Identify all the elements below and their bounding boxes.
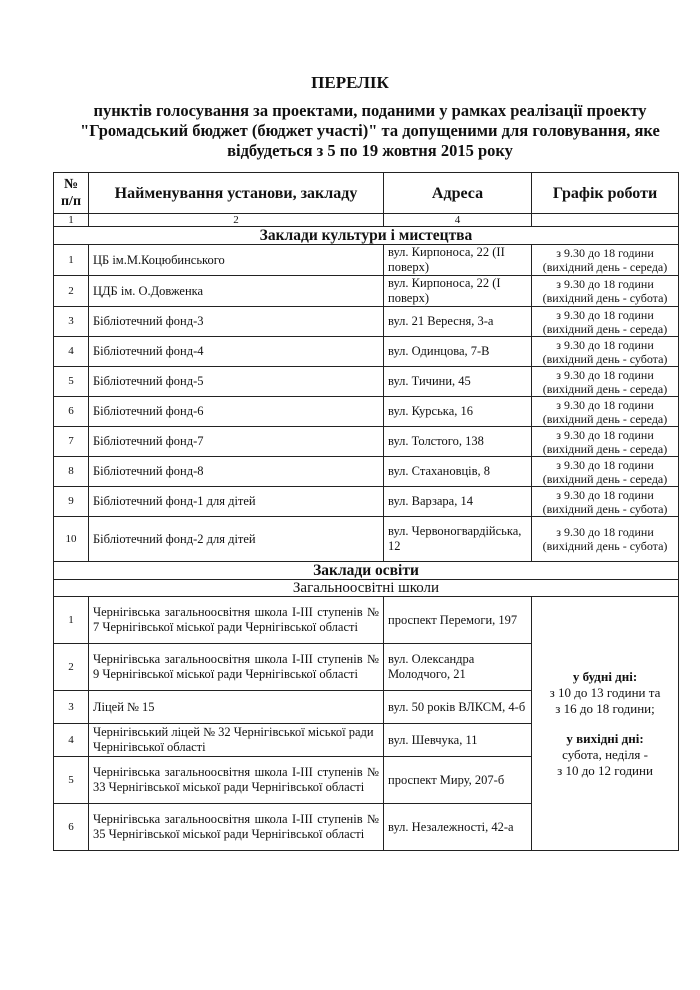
table-row: [54, 427, 679, 457]
table-row: [54, 307, 679, 337]
voting-points-table: [53, 172, 679, 851]
row-num: 6: [54, 804, 89, 851]
row-address: вул. Варзара, 14: [384, 487, 532, 517]
row-name: ЦБ ім.М.Коцюбинського: [89, 245, 384, 276]
row-address: вул. Шевчука, 11: [384, 724, 532, 757]
row-name: Ліцей № 15: [89, 691, 384, 724]
schedule-day-off: (вихідний день - субота): [542, 539, 668, 553]
table-row: [54, 245, 679, 276]
row-address: вул. Незалежності, 42-а: [384, 804, 532, 851]
table-header-row: [54, 173, 679, 214]
weekdays-hours: з 16 до 18 години;: [555, 700, 655, 716]
column-index: 2: [89, 214, 384, 227]
subsection-header-row: [54, 580, 679, 597]
section-title-culture: Заклади культури і мистецтва: [54, 227, 679, 245]
table-row: [54, 276, 679, 307]
subtitle-line: "Громадський бюджет (бюджет участі)" та допущеними для головування, яке: [80, 121, 660, 140]
document-subtitle: [60, 101, 680, 161]
row-num: 6: [54, 397, 89, 427]
table-row: [54, 487, 679, 517]
weekend-hours: з 10 до 12 години: [557, 762, 653, 778]
schedule-hours: з 9.30 до 18 години: [556, 525, 654, 539]
row-address: вул. Олександра Молодчого, 21: [384, 644, 532, 691]
row-name: Чернігівська загальноосвітня школа І-ІІІ ступенів № 7 Чернігівської міської ради Чернігівської області: [89, 597, 384, 644]
row-num: 8: [54, 457, 89, 487]
row-name: Чернігівський ліцей № 32 Чернігівської міської ради Чернігівської області: [89, 724, 384, 757]
column-index-row: [54, 214, 679, 227]
weekdays-hours: з 10 до 13 години та: [549, 684, 661, 700]
weekdays-label: у будні дні:: [572, 668, 638, 684]
row-address: вул. Одинцова, 7-В: [384, 337, 532, 367]
row-address: вул. Стахановців, 8: [384, 457, 532, 487]
schedule-hours: з 9.30 до 18 години: [556, 397, 654, 412]
column-index: 4: [384, 214, 532, 227]
shared-schedule-cell: [532, 597, 679, 851]
row-name: Бібліотечний фонд-2 для дітей: [89, 517, 384, 562]
row-name: Бібліотечний фонд-5: [89, 367, 384, 397]
row-address: вул. Курська, 16: [384, 397, 532, 427]
weekend-days: субота, неділя -: [562, 746, 648, 762]
row-num: 3: [54, 307, 89, 337]
row-name: Бібліотечний фонд-7: [89, 427, 384, 457]
schedule-hours: з 9.30 до 18 години: [556, 487, 654, 502]
document-title: ПЕРЕЛІК: [311, 73, 389, 92]
row-address: вул. 50 років ВЛКСМ, 4-б: [384, 691, 532, 724]
subtitle-line: пунктів голосування за проектами, поданими у рамках реалізації проекту: [93, 101, 647, 120]
row-num: 4: [54, 337, 89, 367]
row-address: вул. Червоногвардійська, 12: [384, 517, 532, 562]
row-num: 7: [54, 427, 89, 457]
header-schedule: Графік роботи: [532, 173, 679, 214]
header-address: Адреса: [384, 173, 532, 214]
row-schedule: [532, 307, 679, 337]
row-name: Чернігівська загальноосвітня школа І-ІІІ ступенів № 9 Чернігівської міської ради Чернігівської області: [89, 644, 384, 691]
table-row: [54, 367, 679, 397]
row-num: 9: [54, 487, 89, 517]
row-name: Бібліотечний фонд-6: [89, 397, 384, 427]
row-name: Бібліотечний фонд-4: [89, 337, 384, 367]
table-row: [54, 337, 679, 367]
row-num: 2: [54, 644, 89, 691]
row-num: 4: [54, 724, 89, 757]
row-num: 2: [54, 276, 89, 307]
weekend-label: у вихідні дні:: [566, 730, 644, 746]
header-num: № п/п: [54, 173, 89, 214]
row-name: Бібліотечний фонд-8: [89, 457, 384, 487]
row-name: Чернігівська загальноосвітня школа І-ІІІ ступенів № 33 Чернігівської міської ради Чернігівської області: [89, 757, 384, 804]
row-schedule: [532, 276, 679, 307]
row-schedule: [532, 397, 679, 427]
row-schedule: [532, 457, 679, 487]
table-row: [54, 397, 679, 427]
row-address: вул. Тичини, 45: [384, 367, 532, 397]
table-row: [54, 517, 679, 562]
schedule-day-off: (вихідний день - субота): [542, 291, 668, 305]
row-schedule: [532, 517, 679, 562]
schedule-hours: з 9.30 до 18 години: [556, 427, 654, 442]
schedule-hours: з 9.30 до 18 години: [556, 457, 654, 472]
row-address: вул. Толстого, 138: [384, 427, 532, 457]
row-name: ЦДБ ім. О.Довженка: [89, 276, 384, 307]
row-schedule: [532, 427, 679, 457]
schedule-day-off: (вихідний день - середа): [542, 471, 668, 486]
row-num: 10: [54, 517, 89, 562]
schedule-day-off: (вихідний день - середа): [542, 260, 668, 274]
schedule-hours: з 9.30 до 18 години: [556, 307, 654, 322]
row-address: проспект Перемоги, 197: [384, 597, 532, 644]
section-title-education: Заклади освіти: [54, 562, 679, 580]
row-schedule: [532, 337, 679, 367]
section-header-row: [54, 562, 679, 580]
column-index: [532, 214, 679, 227]
row-schedule: [532, 245, 679, 276]
schedule-day-off: (вихідний день - середа): [542, 441, 668, 456]
schedule-day-off: (вихідний день - середа): [542, 321, 668, 336]
row-num: 3: [54, 691, 89, 724]
schedule-hours: з 9.30 до 18 години: [556, 367, 654, 382]
row-schedule: [532, 367, 679, 397]
table-row: [54, 457, 679, 487]
row-address: проспект Миру, 207-б: [384, 757, 532, 804]
subtitle-line: відбудеться з 5 по 19 жовтня 2015 року: [227, 141, 513, 160]
schedule-hours: з 9.30 до 18 години: [556, 246, 654, 260]
row-schedule: [532, 487, 679, 517]
row-num: 1: [54, 245, 89, 276]
table-row: [54, 597, 679, 644]
row-name: Бібліотечний фонд-1 для дітей: [89, 487, 384, 517]
row-name: Бібліотечний фонд-3: [89, 307, 384, 337]
subsection-title-schools: Загальноосвітні школи: [54, 580, 679, 597]
schedule-day-off: (вихідний день - середа): [542, 381, 668, 396]
schedule-day-off: (вихідний день - субота): [542, 501, 668, 516]
row-address: вул. Кирпоноса, 22 (I поверх): [384, 276, 532, 307]
schedule-day-off: (вихідний день - субота): [542, 351, 668, 366]
row-address: вул. Кирпоноса, 22 (II поверх): [384, 245, 532, 276]
row-num: 1: [54, 597, 89, 644]
schedule-day-off: (вихідний день - середа): [542, 411, 668, 426]
schedule-hours: з 9.30 до 18 години: [556, 277, 654, 291]
row-num: 5: [54, 367, 89, 397]
row-name: Чернігівська загальноосвітня школа І-ІІІ ступенів № 35 Чернігівської міської ради Чернігівської області: [89, 804, 384, 851]
header-name: Найменування установи, закладу: [89, 173, 384, 214]
section-header-row: [54, 227, 679, 245]
row-num: 5: [54, 757, 89, 804]
row-address: вул. 21 Вересня, 3-а: [384, 307, 532, 337]
column-index: 1: [54, 214, 89, 227]
schedule-hours: з 9.30 до 18 години: [556, 337, 654, 352]
